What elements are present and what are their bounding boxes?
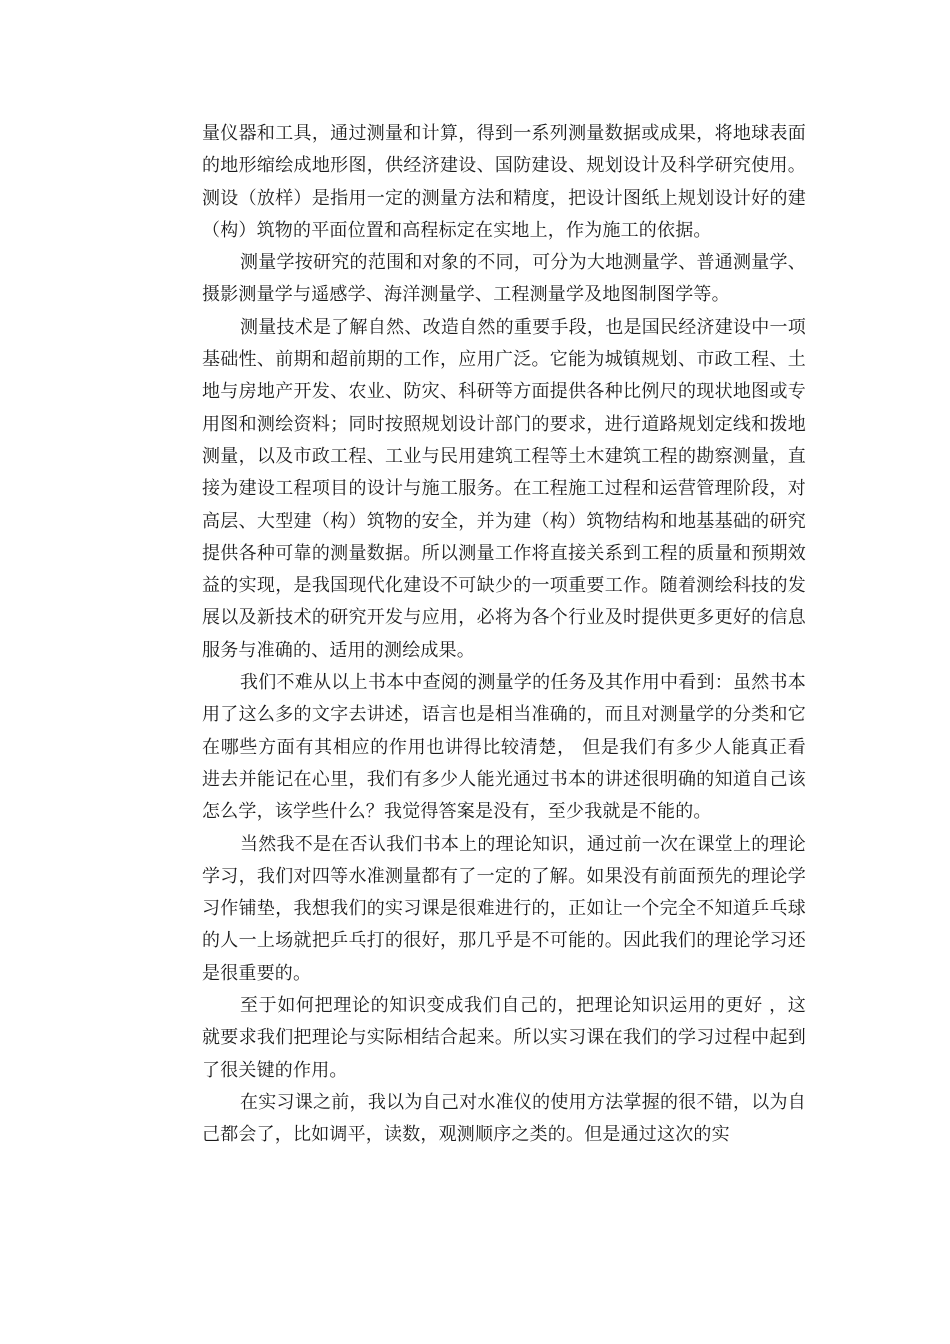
paragraph-4: 我们不难从以上书本中查阅的测量学的任务及其作用中看到：虽然书本用了这么多的文字去讲述，语言也是相当准确的，而且对测量学的分类和它在哪些方面有其相应的作用也讲得比较清楚， 但是我们有多少人能真正看进去并能记在心里，我们有多少人能光通过书本的讲述很明确的知道自己该怎么学，该学些什么？我觉得答案是没有，至少我就是不能的。: [202, 672, 806, 823]
paragraph-1: 量仪器和工具，通过测量和计算，得到一系列测量数据或成果，将地球表面的地形缩绘成地形图，供经济建设、国防建设、规划设计及科学研究使用。测设（放样）是指用一定的测量方法和精度，把设计图纸上规划设计好的建（构）筑物的平面位置和高程标定在实地上，作为施工的依据。: [202, 123, 806, 241]
document-body: [202, 118, 806, 1152]
paragraph-3: 测量技术是了解自然、改造自然的重要手段，也是国民经济建设中一项基础性、前期和超前期的工作，应用广泛。它能为城镇规划、市政工程、土地与房地产开发、农业、防灾、科研等方面提供各种比例尺的现状地图或专用图和测绘资料；同时按照规划设计部门的要求，进行道路规划定线和拨地测量，以及市政工程、工业与民用建筑工程等土木建筑工程的勘察测量，直接为建设工程项目的设计与施工服务。在工程施工过程和运营管理阶段，对高层、大型建（构）筑物的安全，并为建（构）筑物结构和地基基础的研究提供各种可靠的测量数据。所以测量工作将直接关系到工程的质量和预期效益的实现，是我国现代化建设不可缺少的一项重要工作。随着测绘科技的发展以及新技术的研究开发与应用，必将为各个行业及时提供更多更好的信息服务与准确的、适用的测绘成果。: [202, 316, 806, 661]
paragraph-5: 当然我不是在否认我们书本上的理论知识，通过前一次在课堂上的理论学习，我们对四等水准测量都有了一定的了解。如果没有前面预先的理论学习作铺垫，我想我们的实习课是很难进行的，正如让一个完全不知道乒乓球的人一上场就把乒乓打的很好，那几乎是不可能的。因此我们的理论学习还是很重要的。: [202, 833, 806, 984]
paragraph-2: 测量学按研究的范围和对象的不同，可分为大地测量学、普通测量学、摄影测量学与遥感学、海洋测量学、工程测量学及地图制图学等。: [202, 252, 806, 306]
paragraph-6: 至于如何把理论的知识变成我们自己的，把理论知识运用的更好 ，这就要求我们把理论与实际相结合起来。所以实习课在我们的学习过程中起到了很关键的作用。: [202, 995, 806, 1081]
paragraph-7: 在实习课之前，我以为自己对水准仪的使用方法掌握的很不错，以为自己都会了，比如调平，读数，观测顺序之类的。但是通过这次的实: [202, 1091, 806, 1146]
